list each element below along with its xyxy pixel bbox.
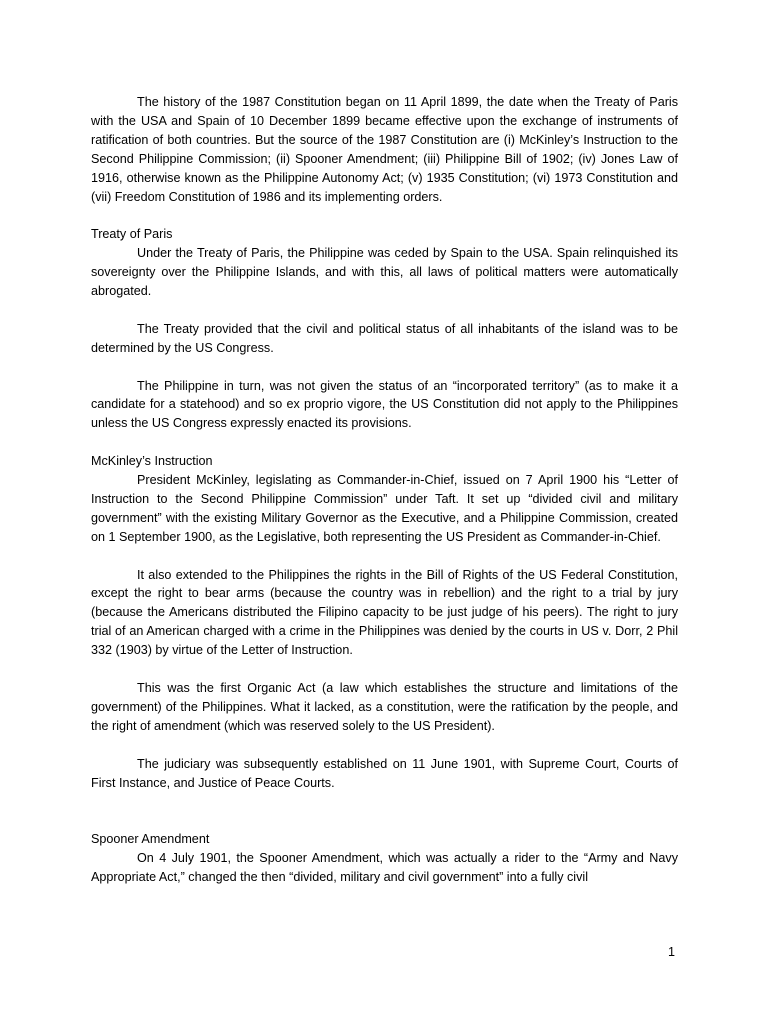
- page-number: 1: [668, 945, 676, 959]
- intro-paragraph: The history of the 1987 Constitution began on 11 April 1899, the date when the Treaty of Paris with the USA and Spain of 10 December 1899 became effective upon the exchange of instruments of ratification of both countries. But the source of the 1987 Constitution are (i) McKinley’s Instruction to the Second Philippine Commission; (ii) Spooner Amendment; (iii) Philippine Bill of 1902; (iv) Jones Law of 1916, otherwise known as the Philippine Autonomy Act; (v) 1935 Constitution; (vi) 1973 Constitution and (vii) Freedom Constitution of 1986 and its implementing orders.: [91, 95, 678, 204]
- document-body: [91, 93, 678, 887]
- heading-mckinleys-instruction: McKinley’s Instruction: [91, 454, 213, 469]
- heading-treaty-of-paris: Treaty of Paris: [91, 227, 173, 242]
- mckinley-paragraph-4: The judiciary was subsequently established on 11 June 1901, with Supreme Court, Courts of First Instance, and Justice of Peace Courts.: [91, 756, 678, 790]
- treaty-paragraph-1: Under the Treaty of Paris, the Philippine was ceded by Spain to the USA. Spain relinquished its sovereignty over the Philippine Islands, and with this, all laws of political matters were automatically abrogated.: [91, 246, 678, 299]
- mckinley-paragraph-2: It also extended to the Philippines the rights in the Bill of Rights of the US Federal Constitution, except the right to bear arms (because the country was in rebellion) and the right to a trial by jury (because the Americans distributed the Filipino capacity to be just judge of his peers). The right to jury trial of an American charged with a crime in the Philippines was denied by the courts in US v. Dorr, 2 Phil 332 (1903) by virtue of the Letter of Instruction.: [91, 567, 678, 658]
- heading-spooner-amendment: Spooner Amendment: [91, 832, 210, 847]
- treaty-paragraph-3: The Philippine in turn, was not given the status of an “incorporated territory” (as to make it a candidate for a statehood) and so ex proprio vigore, the US Constitution did not apply to the Philippines unless the US Congress expressly enacted its provisions.: [91, 378, 678, 431]
- treaty-paragraph-2: The Treaty provided that the civil and political status of all inhabitants of the island was to be determined by the US Congress.: [91, 321, 678, 355]
- mckinley-paragraph-1: President McKinley, legislating as Commander-in-Chief, issued on 7 April 1900 his “Letter of Instruction to the Second Philippine Commission” under Taft. It set up “divided civil and military government” with the existing Military Governor as the Executive, and a Philippine Commission, created on 1 September 1900, as the Legislative, both representing the US President as Commander-in-Chief.: [91, 473, 678, 544]
- spooner-paragraph-1: On 4 July 1901, the Spooner Amendment, which was actually a rider to the “Army and Navy Appropriate Act,” changed the then “divided, military and civil government” into a fully civil: [91, 851, 678, 885]
- mckinley-paragraph-3: This was the first Organic Act (a law which establishes the structure and limitations of the government) of the Philippines. What it lacked, as a constitution, were the ratification by the people, and the right of amendment (which was reserved solely to the US President).: [91, 681, 678, 733]
